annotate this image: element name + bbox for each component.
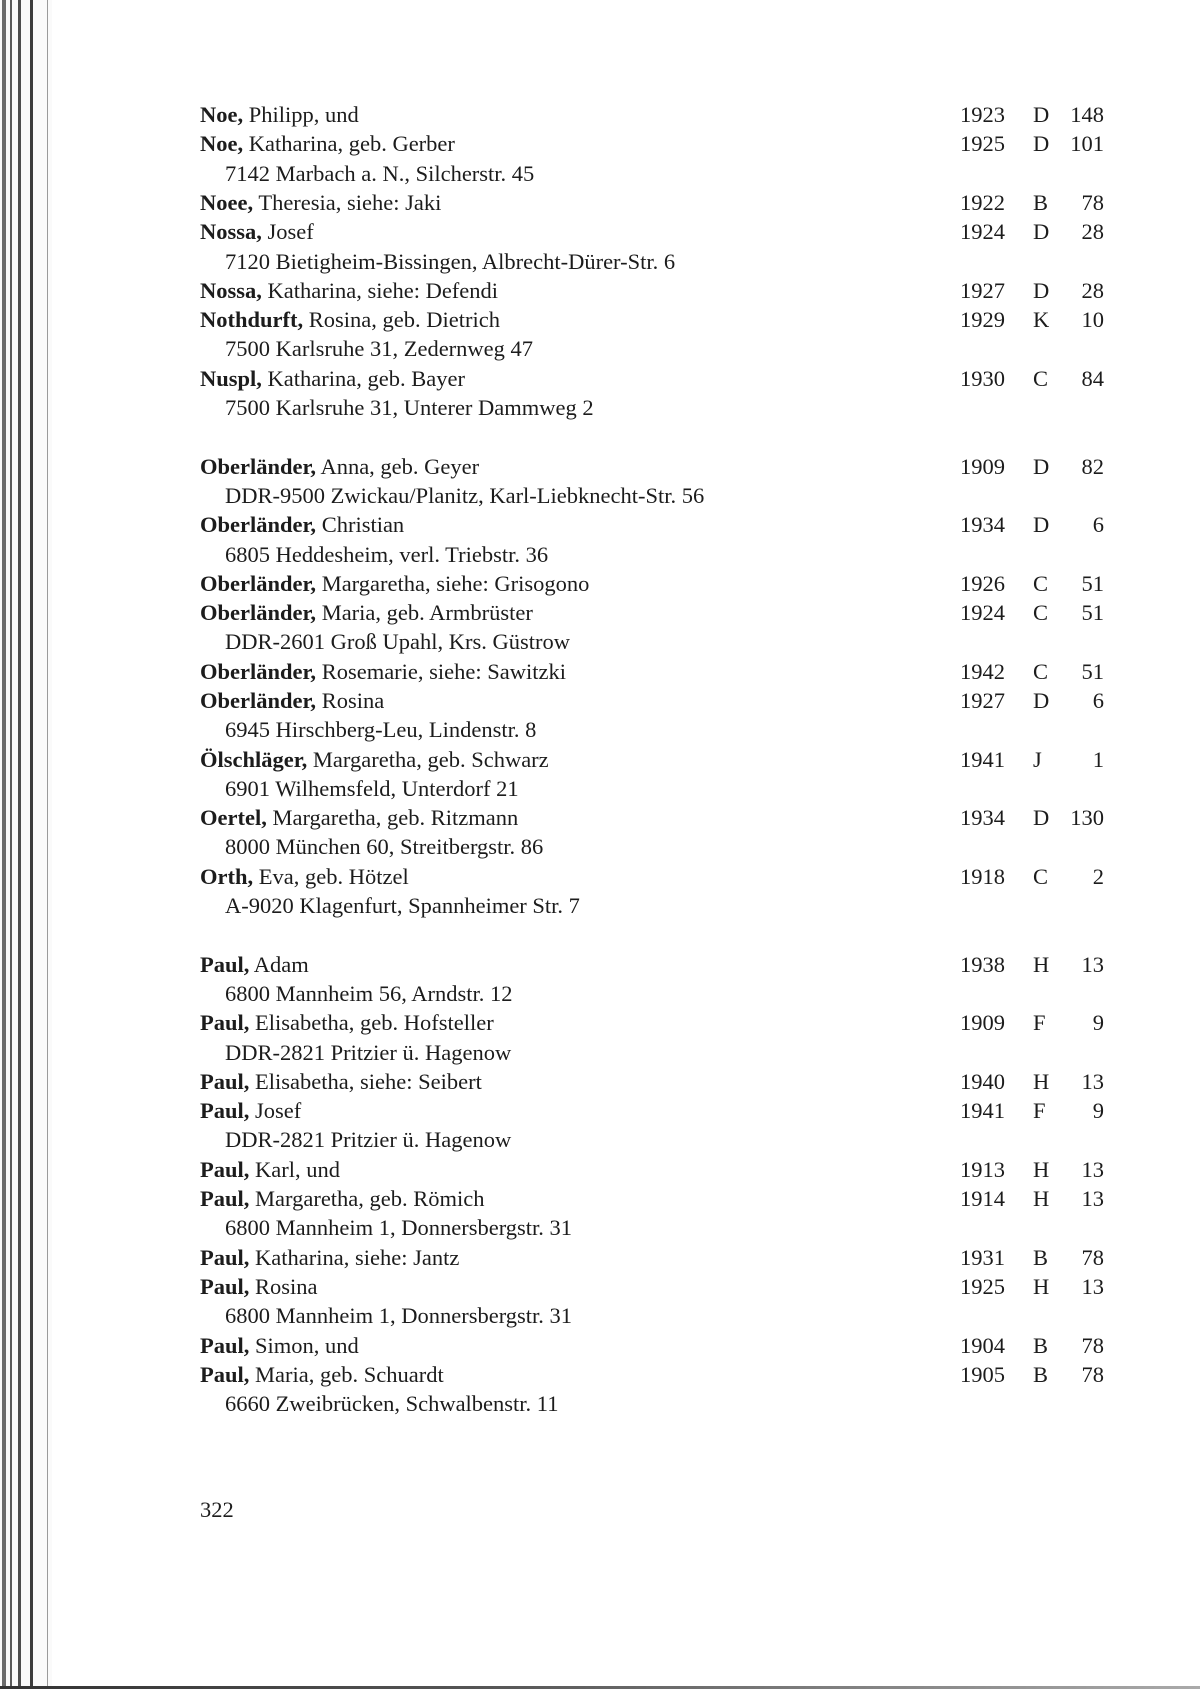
surname: Oberländer, bbox=[200, 454, 317, 479]
entry-year: 1925 bbox=[960, 131, 1005, 156]
address-text: DDR-2821 Pritzier ü. Hagenow bbox=[225, 1040, 512, 1065]
entry-year: 1929 bbox=[960, 307, 1005, 332]
directory-entry bbox=[0, 100, 1200, 129]
surname: Paul, bbox=[200, 1010, 250, 1035]
entry-letter: D bbox=[1033, 131, 1050, 156]
address-text: 8000 München 60, Streitbergstr. 86 bbox=[225, 834, 544, 859]
directory-entry bbox=[0, 129, 1200, 158]
address-line bbox=[0, 979, 1200, 1008]
entry-letter: B bbox=[1033, 190, 1049, 215]
entry-letter: D bbox=[1033, 219, 1050, 244]
entry-name bbox=[200, 803, 518, 832]
entry-year: 1904 bbox=[960, 1333, 1005, 1358]
entry-letter: D bbox=[1033, 512, 1050, 537]
directory-entry bbox=[0, 1067, 1200, 1096]
address-line bbox=[0, 1301, 1200, 1330]
page-number: 322 bbox=[200, 1497, 234, 1522]
surname: Paul, bbox=[200, 1274, 250, 1299]
entry-number: 130 bbox=[1070, 805, 1104, 830]
directory-entry bbox=[0, 1184, 1200, 1213]
surname: Nossa, bbox=[200, 278, 262, 303]
entry-number: 9 bbox=[1092, 1098, 1104, 1123]
given-name-details: Christian bbox=[316, 512, 405, 537]
entry-year: 1940 bbox=[960, 1069, 1005, 1094]
address-text: 6800 Mannheim 1, Donnersbergstr. 31 bbox=[225, 1215, 573, 1240]
entry-year: 1924 bbox=[960, 219, 1005, 244]
given-name-details: Katharina, siehe: Defendi bbox=[261, 278, 499, 303]
address-line bbox=[0, 334, 1200, 363]
surname: Oertel, bbox=[200, 805, 267, 830]
given-name-details: Margaretha, siehe: Grisogono bbox=[316, 571, 590, 596]
address-text: 6800 Mannheim 56, Arndstr. 12 bbox=[225, 981, 513, 1006]
given-name-details: Karl, und bbox=[249, 1157, 340, 1182]
entry-number: 51 bbox=[1081, 571, 1104, 596]
given-name-details: Maria, geb. Schuardt bbox=[249, 1362, 444, 1387]
entry-name bbox=[200, 1067, 482, 1096]
entry-letter: D bbox=[1033, 102, 1050, 127]
given-name-details: Katharina, geb. Bayer bbox=[261, 366, 465, 391]
entry-letter: B bbox=[1033, 1245, 1049, 1270]
surname: Oberländer, bbox=[200, 688, 317, 713]
entry-letter: J bbox=[1033, 747, 1042, 772]
address-line bbox=[0, 540, 1200, 569]
given-name-details: Philipp, und bbox=[243, 102, 359, 127]
surname: Paul, bbox=[200, 1245, 250, 1270]
entry-letter: H bbox=[1033, 1157, 1050, 1182]
address-line bbox=[0, 1125, 1200, 1154]
surname: Nothdurft, bbox=[200, 307, 304, 332]
surname: Paul, bbox=[200, 1333, 250, 1358]
entry-number: 148 bbox=[1070, 102, 1104, 127]
entry-year: 1913 bbox=[960, 1157, 1005, 1182]
entry-name bbox=[200, 1272, 318, 1301]
entry-name bbox=[200, 217, 314, 246]
entry-name bbox=[200, 100, 359, 129]
given-name-details: Elisabetha, geb. Hofsteller bbox=[249, 1010, 494, 1035]
given-name-details: Maria, geb. Armbrüster bbox=[316, 600, 533, 625]
given-name-details: Josef bbox=[261, 219, 314, 244]
surname: Orth, bbox=[200, 864, 254, 889]
given-name-details: Theresia, siehe: Jaki bbox=[253, 190, 442, 215]
entry-number: 6 bbox=[1092, 512, 1104, 537]
entry-name bbox=[200, 1008, 494, 1037]
address-line bbox=[0, 774, 1200, 803]
directory-entry bbox=[0, 803, 1200, 832]
entry-letter: C bbox=[1033, 864, 1049, 889]
entry-year: 1930 bbox=[960, 366, 1005, 391]
surname: Noe, bbox=[200, 102, 244, 127]
surname: Oberländer, bbox=[200, 600, 317, 625]
entry-name bbox=[200, 1331, 359, 1360]
entry-name bbox=[200, 569, 589, 598]
given-name-details: Rosemarie, siehe: Sawitzki bbox=[316, 659, 567, 684]
address-text: 6901 Wilhemsfeld, Unterdorf 21 bbox=[225, 776, 519, 801]
address-line bbox=[0, 715, 1200, 744]
entry-number: 10 bbox=[1081, 307, 1104, 332]
entry-letter: D bbox=[1033, 454, 1050, 479]
entry-name bbox=[200, 862, 409, 891]
directory-entry bbox=[0, 510, 1200, 539]
entry-letter: H bbox=[1033, 1274, 1050, 1299]
address-line bbox=[0, 891, 1200, 920]
address-text: 7142 Marbach a. N., Silcherstr. 45 bbox=[225, 161, 535, 186]
entry-year: 1931 bbox=[960, 1245, 1005, 1270]
address-text: DDR-2821 Pritzier ü. Hagenow bbox=[225, 1127, 512, 1152]
directory-entry bbox=[0, 1096, 1200, 1125]
given-name-details: Margaretha, geb. Schwarz bbox=[307, 747, 549, 772]
given-name-details: Adam bbox=[249, 952, 309, 977]
directory-entry bbox=[0, 1243, 1200, 1272]
entry-number: 78 bbox=[1081, 1333, 1104, 1358]
given-name-details: Elisabetha, siehe: Seibert bbox=[249, 1069, 482, 1094]
entry-name bbox=[200, 950, 309, 979]
entry-name bbox=[200, 1360, 444, 1389]
given-name-details: Katharina, geb. Gerber bbox=[243, 131, 455, 156]
entry-number: 28 bbox=[1081, 219, 1104, 244]
directory-entry bbox=[0, 364, 1200, 393]
entry-letter: C bbox=[1033, 600, 1049, 625]
surname: Paul, bbox=[200, 1186, 250, 1211]
entry-year: 1905 bbox=[960, 1362, 1005, 1387]
surname: Paul, bbox=[200, 1098, 250, 1123]
entry-year: 1934 bbox=[960, 512, 1005, 537]
address-text: 6800 Mannheim 1, Donnersbergstr. 31 bbox=[225, 1303, 573, 1328]
address-line bbox=[0, 1213, 1200, 1242]
address-line bbox=[0, 481, 1200, 510]
address-line bbox=[0, 627, 1200, 656]
given-name-details: Rosina bbox=[316, 688, 385, 713]
directory-entry bbox=[0, 1331, 1200, 1360]
directory-entry bbox=[0, 305, 1200, 334]
entry-name bbox=[200, 686, 384, 715]
surname: Oberländer, bbox=[200, 659, 317, 684]
surname: Paul, bbox=[200, 952, 250, 977]
entry-name bbox=[200, 129, 455, 158]
given-name-details: Simon, und bbox=[249, 1333, 359, 1358]
directory-entry bbox=[0, 1155, 1200, 1184]
directory-entry bbox=[0, 569, 1200, 598]
directory-entry bbox=[0, 598, 1200, 627]
entry-number: 13 bbox=[1081, 1186, 1104, 1211]
directory-entry bbox=[0, 686, 1200, 715]
directory-entry bbox=[0, 1360, 1200, 1389]
entry-number: 13 bbox=[1081, 1274, 1104, 1299]
entry-year: 1942 bbox=[960, 659, 1005, 684]
entry-number: 2 bbox=[1092, 864, 1104, 889]
address-text: A-9020 Klagenfurt, Spannheimer Str. 7 bbox=[225, 893, 580, 918]
directory-entry bbox=[0, 745, 1200, 774]
entry-year: 1909 bbox=[960, 454, 1005, 479]
directory-entry bbox=[0, 862, 1200, 891]
entry-number: 84 bbox=[1081, 366, 1104, 391]
address-text: 7120 Bietigheim-Bissingen, Albrecht-Dürer-Str. 6 bbox=[225, 249, 676, 274]
entry-year: 1934 bbox=[960, 805, 1005, 830]
entry-year: 1924 bbox=[960, 600, 1005, 625]
surname: Noe, bbox=[200, 131, 244, 156]
entry-number: 51 bbox=[1081, 600, 1104, 625]
entry-name bbox=[200, 188, 441, 217]
entry-number: 78 bbox=[1081, 1245, 1104, 1270]
address-line bbox=[0, 1038, 1200, 1067]
given-name-details: Josef bbox=[249, 1098, 302, 1123]
entry-year: 1925 bbox=[960, 1274, 1005, 1299]
entry-number: 13 bbox=[1081, 1157, 1104, 1182]
surname: Paul, bbox=[200, 1157, 250, 1182]
entry-number: 9 bbox=[1092, 1010, 1104, 1035]
entry-letter: B bbox=[1033, 1362, 1049, 1387]
surname: Noee, bbox=[200, 190, 254, 215]
surname: Nossa, bbox=[200, 219, 262, 244]
address-line bbox=[0, 1389, 1200, 1418]
address-text: 7500 Karlsruhe 31, Zedernweg 47 bbox=[225, 336, 534, 361]
directory-entry bbox=[0, 1272, 1200, 1301]
entry-year: 1941 bbox=[960, 1098, 1005, 1123]
surname: Ölschläger, bbox=[200, 747, 308, 772]
entry-year: 1927 bbox=[960, 278, 1005, 303]
entry-letter: F bbox=[1033, 1098, 1046, 1123]
entry-number: 13 bbox=[1081, 952, 1104, 977]
directory-entry bbox=[0, 1008, 1200, 1037]
entry-year: 1926 bbox=[960, 571, 1005, 596]
entry-letter: D bbox=[1033, 805, 1050, 830]
given-name-details: Katharina, siehe: Jantz bbox=[249, 1245, 460, 1270]
surname: Oberländer, bbox=[200, 571, 317, 596]
entry-letter: D bbox=[1033, 278, 1050, 303]
entry-year: 1914 bbox=[960, 1186, 1005, 1211]
entry-year: 1923 bbox=[960, 102, 1005, 127]
entry-name bbox=[200, 598, 533, 627]
entry-name bbox=[200, 305, 500, 334]
entry-number: 78 bbox=[1081, 1362, 1104, 1387]
entry-year: 1938 bbox=[960, 952, 1005, 977]
directory-entry bbox=[0, 276, 1200, 305]
entry-letter: H bbox=[1033, 952, 1050, 977]
entry-number: 78 bbox=[1081, 190, 1104, 215]
directory-entry bbox=[0, 188, 1200, 217]
entry-name bbox=[200, 364, 465, 393]
entry-year: 1941 bbox=[960, 747, 1005, 772]
given-name-details: Eva, geb. Hötzel bbox=[253, 864, 409, 889]
address-text: 7500 Karlsruhe 31, Unterer Dammweg 2 bbox=[225, 395, 594, 420]
directory-entry bbox=[0, 950, 1200, 979]
entry-year: 1922 bbox=[960, 190, 1005, 215]
entry-year: 1918 bbox=[960, 864, 1005, 889]
entry-name bbox=[200, 1155, 340, 1184]
directory-entry bbox=[0, 217, 1200, 246]
entry-letter: C bbox=[1033, 659, 1049, 684]
address-line bbox=[0, 159, 1200, 188]
entry-number: 28 bbox=[1081, 278, 1104, 303]
address-text: DDR-2601 Groß Upahl, Krs. Güstrow bbox=[225, 629, 570, 654]
entry-name bbox=[200, 452, 479, 481]
entry-number: 6 bbox=[1092, 688, 1104, 713]
address-line bbox=[0, 393, 1200, 422]
entry-letter: H bbox=[1033, 1069, 1050, 1094]
entry-year: 1909 bbox=[960, 1010, 1005, 1035]
entry-letter: H bbox=[1033, 1186, 1050, 1211]
address-text: 6660 Zweibrücken, Schwalbenstr. 11 bbox=[225, 1391, 559, 1416]
entry-number: 51 bbox=[1081, 659, 1104, 684]
entry-name bbox=[200, 276, 498, 305]
surname: Paul, bbox=[200, 1362, 250, 1387]
address-text: 6805 Heddesheim, verl. Triebstr. 36 bbox=[225, 542, 549, 567]
entry-name bbox=[200, 510, 404, 539]
entry-name bbox=[200, 1096, 301, 1125]
directory-entry bbox=[0, 452, 1200, 481]
address-line bbox=[0, 247, 1200, 276]
given-name-details: Rosina, geb. Dietrich bbox=[303, 307, 500, 332]
entry-letter: C bbox=[1033, 571, 1049, 596]
given-name-details: Anna, geb. Geyer bbox=[316, 454, 480, 479]
entry-number: 82 bbox=[1081, 454, 1104, 479]
entry-letter: D bbox=[1033, 688, 1050, 713]
given-name-details: Margaretha, geb. Römich bbox=[249, 1186, 485, 1211]
entry-number: 101 bbox=[1070, 131, 1104, 156]
given-name-details: Margaretha, geb. Ritzmann bbox=[266, 805, 519, 830]
address-text: 6945 Hirschberg-Leu, Lindenstr. 8 bbox=[225, 717, 537, 742]
address-text: DDR-9500 Zwickau/Planitz, Karl-Liebknecht-Str. 56 bbox=[225, 483, 705, 508]
surname: Oberländer, bbox=[200, 512, 317, 537]
entry-name bbox=[200, 657, 566, 686]
entry-name bbox=[200, 745, 549, 774]
surname: Nuspl, bbox=[200, 366, 262, 391]
entry-letter: F bbox=[1033, 1010, 1046, 1035]
entry-year: 1927 bbox=[960, 688, 1005, 713]
entry-name bbox=[200, 1184, 485, 1213]
entry-letter: B bbox=[1033, 1333, 1049, 1358]
entry-number: 13 bbox=[1081, 1069, 1104, 1094]
surname: Paul, bbox=[200, 1069, 250, 1094]
address-line bbox=[0, 832, 1200, 861]
entry-number: 1 bbox=[1092, 747, 1104, 772]
entry-name bbox=[200, 1243, 459, 1272]
entry-letter: C bbox=[1033, 366, 1049, 391]
given-name-details: Rosina bbox=[249, 1274, 318, 1299]
entry-letter: K bbox=[1033, 307, 1050, 332]
directory-entry bbox=[0, 657, 1200, 686]
